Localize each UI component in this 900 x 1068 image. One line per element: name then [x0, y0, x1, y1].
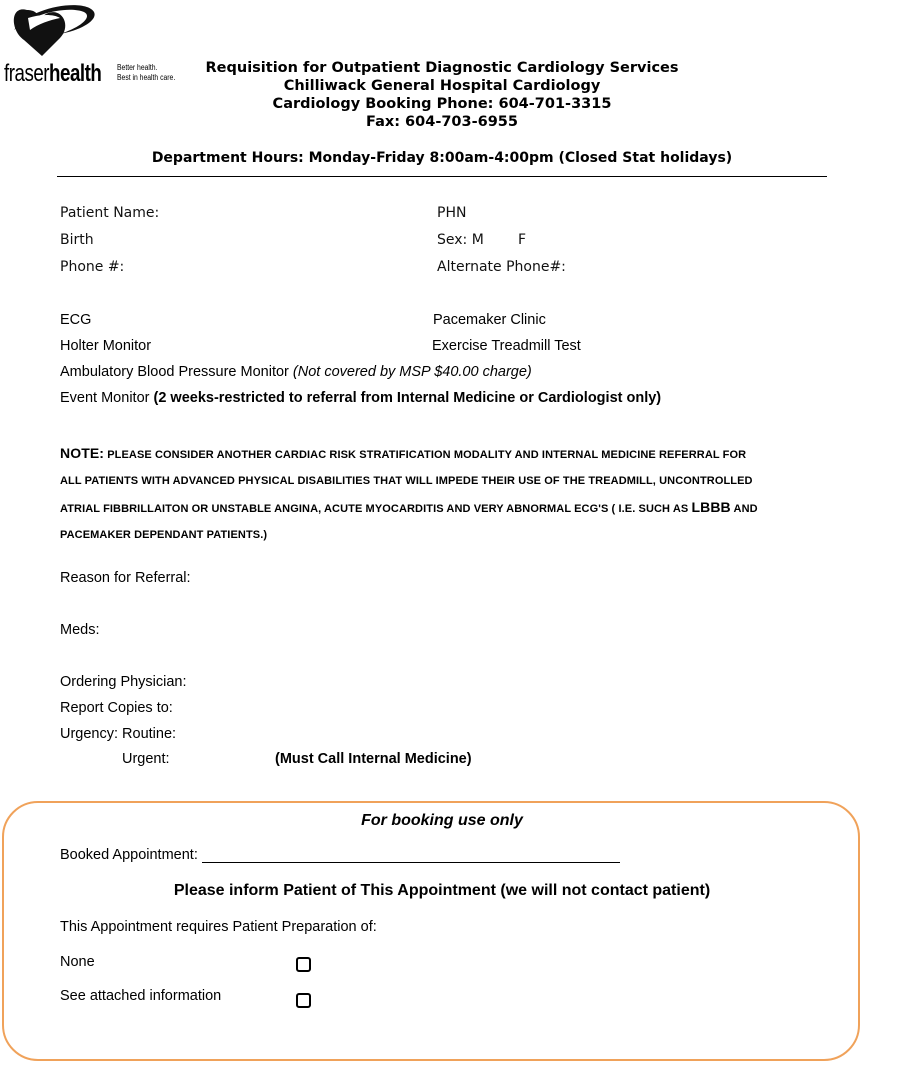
fax-number: Fax: 604-703-6955 [366, 114, 518, 130]
brand-wordmark: fraserhealth [4, 60, 102, 87]
note-line-3: ATRIAL FIBBRILLAITON OR UNSTABLE ANGINA, ACUTE MYOCARDITIS AND VERY ABNORMAL ECG'S ( I.E. SUCH AS LBBB AND [60, 499, 758, 515]
department-hours: Department Hours: Monday-Friday 8:00am-4:00pm (Closed Stat holidays) [151, 150, 733, 166]
note-line-1: PLEASE CONSIDER ANOTHER CARDIAC RISK STRATIFICATION MODALITY AND INTERNAL MEDICINE REFERRAL FOR [107, 449, 747, 461]
form-title: Requisition for Outpatient Diagnostic Cardiology Services [205, 60, 679, 76]
prep-attached-label: See attached information [60, 988, 222, 1004]
urgency-routine-label: Urgency: Routine: [60, 726, 177, 742]
sex-f-option: F [518, 232, 527, 248]
test-ecg: ECG [60, 312, 92, 328]
prep-none-checkbox[interactable] [296, 957, 311, 972]
abpm-cost-note: (Not covered by MSP $40.00 charge) [292, 364, 532, 380]
test-exercise-treadmill: Exercise Treadmill Test [432, 338, 581, 354]
booked-appointment-label: Booked Appointment: [60, 847, 198, 863]
note-line-4: PACEMAKER DEPENDANT PATIENTS.) [60, 529, 268, 541]
hospital-name: Chilliwack General Hospital Cardiology [283, 78, 601, 94]
inform-patient-notice: Please inform Patient of This Appointment (we will not contact patient) [173, 882, 711, 899]
birth-label: Birth [60, 232, 94, 248]
sex-label: Sex: M [437, 232, 484, 248]
reason-for-referral-label: Reason for Referral: [60, 570, 191, 586]
alternate-phone-label: Alternate Phone#: [437, 259, 566, 275]
report-copies-label: Report Copies to: [60, 700, 173, 716]
booking-title: For booking use only [361, 812, 523, 829]
note-line-2: ALL PATIENTS WITH ADVANCED PHYSICAL DISABILITIES THAT WILL IMPEDE THEIR USE OF THE TREADMILL, UNCONTROLLED [60, 475, 753, 487]
urgent-note: (Must Call Internal Medicine) [275, 751, 472, 767]
brand-tagline: Better health. Best in health care. [117, 63, 176, 82]
test-holter-monitor: Holter Monitor [60, 338, 152, 354]
header-divider [57, 176, 827, 177]
patient-name-label: Patient Name: [60, 205, 160, 221]
ordering-physician-label: Ordering Physician: [60, 674, 187, 690]
booking-phone: Cardiology Booking Phone: 604-701-3315 [272, 96, 612, 112]
test-pacemaker-clinic: Pacemaker Clinic [433, 312, 546, 328]
note-lead: NOTE: [60, 445, 105, 461]
prep-none-label: None [60, 954, 95, 970]
preparation-label: This Appointment requires Patient Preparation of: [60, 919, 377, 935]
booked-appointment-row [60, 847, 620, 863]
clinical-note [60, 440, 840, 548]
phone-label: Phone #: [60, 259, 125, 275]
test-event-monitor: Event Monitor (2 weeks-restricted to referral from Internal Medicine or Cardiologist only) [60, 390, 662, 406]
test-ambulatory-bp: Ambulatory Blood Pressure Monitor (Not covered by MSP $40.00 charge) [60, 364, 532, 380]
prep-attached-checkbox[interactable] [296, 993, 311, 1008]
event-monitor-restriction: (2 weeks-restricted to referral from Internal Medicine or Cardiologist only) [153, 390, 662, 406]
booked-appointment-field[interactable] [202, 848, 620, 863]
meds-label: Meds: [60, 622, 100, 638]
phn-label: PHN [437, 205, 467, 221]
urgent-label: Urgent: [122, 751, 170, 767]
